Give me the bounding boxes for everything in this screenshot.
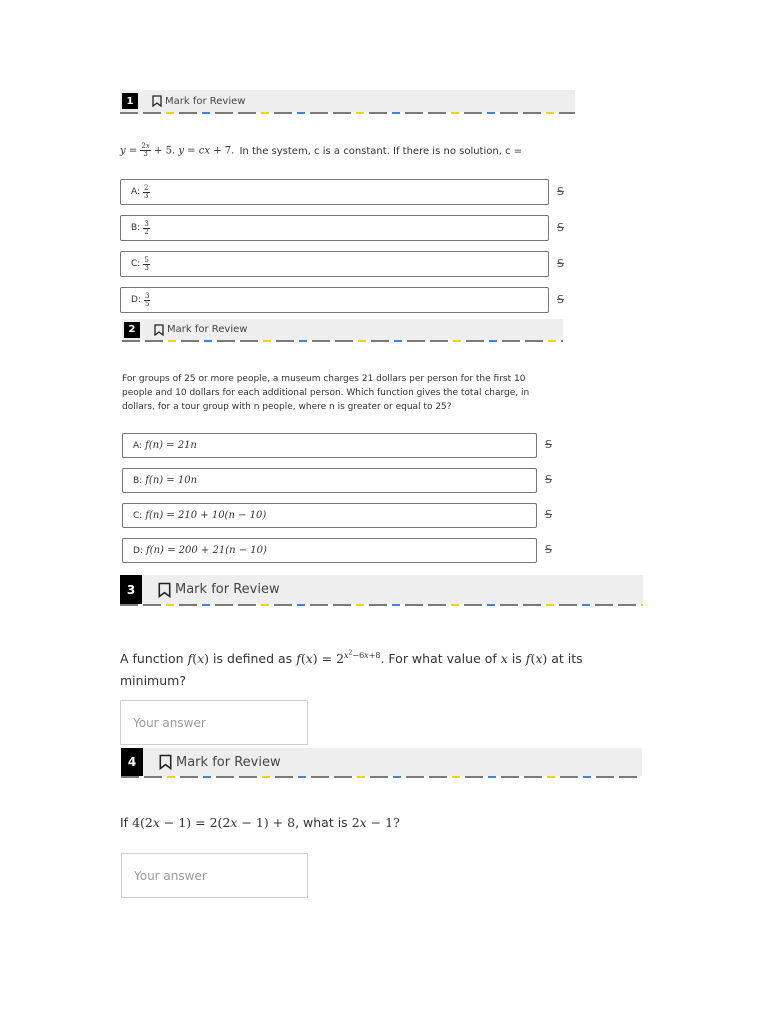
answer-input[interactable]: [120, 700, 308, 745]
answer-choice-c[interactable]: [120, 251, 549, 277]
question-header-1: [120, 90, 575, 112]
header-divider: [121, 776, 642, 778]
strikethrough-icon[interactable]: S: [557, 293, 564, 306]
mark-for-review-button[interactable]: [152, 95, 245, 107]
header-divider: [120, 112, 575, 114]
choice-denominator: 3: [144, 263, 149, 272]
header-divider: [120, 604, 643, 606]
question-header-3: [120, 575, 643, 604]
bookmark-icon: [152, 95, 162, 107]
mark-for-review-label: Mark for Review: [176, 754, 281, 770]
question-number: 4: [121, 748, 143, 776]
question-number: 3: [120, 575, 142, 604]
choice-numerator: 5: [144, 255, 149, 264]
answer-input[interactable]: [121, 853, 308, 898]
mark-for-review-label: Mark for Review: [165, 95, 246, 107]
question-header-4: [121, 748, 642, 776]
answer-choice-d[interactable]: [122, 538, 537, 563]
question-text-part: , what is: [295, 815, 348, 830]
answer-choice-d[interactable]: [120, 287, 549, 313]
choice-letter: B:: [131, 223, 141, 233]
answer-placeholder: Your answer: [133, 715, 206, 730]
bookmark-icon: [159, 754, 172, 770]
bookmark-icon: [158, 582, 171, 598]
mark-for-review-button[interactable]: [158, 582, 280, 598]
question-text-part: . For what value of: [380, 650, 497, 666]
strikethrough-icon[interactable]: S: [545, 438, 552, 451]
header-divider: [122, 340, 563, 342]
mark-for-review-label: Mark for Review: [175, 582, 280, 597]
answer-choice-c[interactable]: [122, 503, 537, 528]
choice-numerator: 2: [144, 183, 149, 192]
choice-denominator: 5: [144, 299, 150, 308]
choice-formula: f(n) = 10n: [145, 475, 198, 486]
question-text-part: If: [120, 815, 129, 830]
answer-choice-b[interactable]: [122, 468, 537, 493]
question-text: A function f(x) is defined as $f(x) = 2^{x^2-6x+8}$. For what value of x is f(x) at its minimum?: [120, 649, 583, 688]
choice-letter: A:: [133, 440, 143, 451]
question-text-part: A function: [120, 650, 184, 666]
answer-choice-a[interactable]: [120, 179, 549, 205]
mark-for-review-button[interactable]: [159, 754, 281, 770]
question-text-part: at its minimum?: [120, 650, 583, 688]
bookmark-icon: [154, 324, 164, 336]
answer-placeholder: Your answer: [134, 868, 207, 883]
choice-denominator: 3: [144, 191, 149, 200]
choice-letter: D:: [133, 545, 143, 556]
choice-letter: D:: [131, 295, 141, 305]
question-text-part: is: [511, 650, 522, 666]
choice-letter: C:: [133, 510, 143, 521]
question-header-2: [122, 319, 563, 340]
choice-numerator: 3: [144, 219, 149, 228]
strikethrough-icon[interactable]: S: [557, 221, 564, 234]
question-text-main: In the system, c is a constant. If there is no solution, c =: [239, 145, 523, 157]
choice-formula: f(n) = 210 + 10(n − 10): [145, 510, 267, 521]
choice-numerator: 3: [144, 291, 150, 300]
choice-letter: C:: [131, 259, 141, 269]
question-text: If 4(2x − 1) = 2(2x − 1) + 8, what is 2x − 1?: [120, 815, 400, 830]
strikethrough-icon[interactable]: S: [545, 473, 552, 486]
choice-letter: B:: [133, 475, 143, 486]
choice-letter: A:: [131, 187, 141, 197]
question-text-part: is defined as: [213, 650, 293, 666]
strikethrough-icon[interactable]: S: [557, 257, 564, 270]
choice-formula: f(n) = 200 + 21(n − 10): [145, 545, 267, 556]
choice-formula: f(n) = 21n: [145, 440, 197, 451]
strikethrough-icon[interactable]: S: [545, 543, 552, 556]
answer-choice-a[interactable]: [122, 433, 537, 458]
mark-for-review-label: Mark for Review: [167, 324, 248, 335]
choice-denominator: 2: [144, 227, 149, 236]
question-text: y = $\frac{2x}{3}$ + 5. y = cx + 7. In the system, c is a constant. If there is no solution, c =: [120, 142, 523, 158]
question-number: 1: [122, 93, 138, 109]
question-number: 2: [124, 322, 140, 338]
question-text: For groups of 25 or more people, a museum charges 21 dollars per person for the first 10 people and 10 dollars for each additional person. Which function gives the total charge, in dollars, for a tour group with n people, where n is greater or equal to 25?: [122, 374, 530, 412]
strikethrough-icon[interactable]: S: [545, 508, 552, 521]
strikethrough-icon[interactable]: S: [557, 185, 564, 198]
mark-for-review-button[interactable]: [154, 324, 247, 336]
answer-choice-b[interactable]: [120, 215, 549, 241]
